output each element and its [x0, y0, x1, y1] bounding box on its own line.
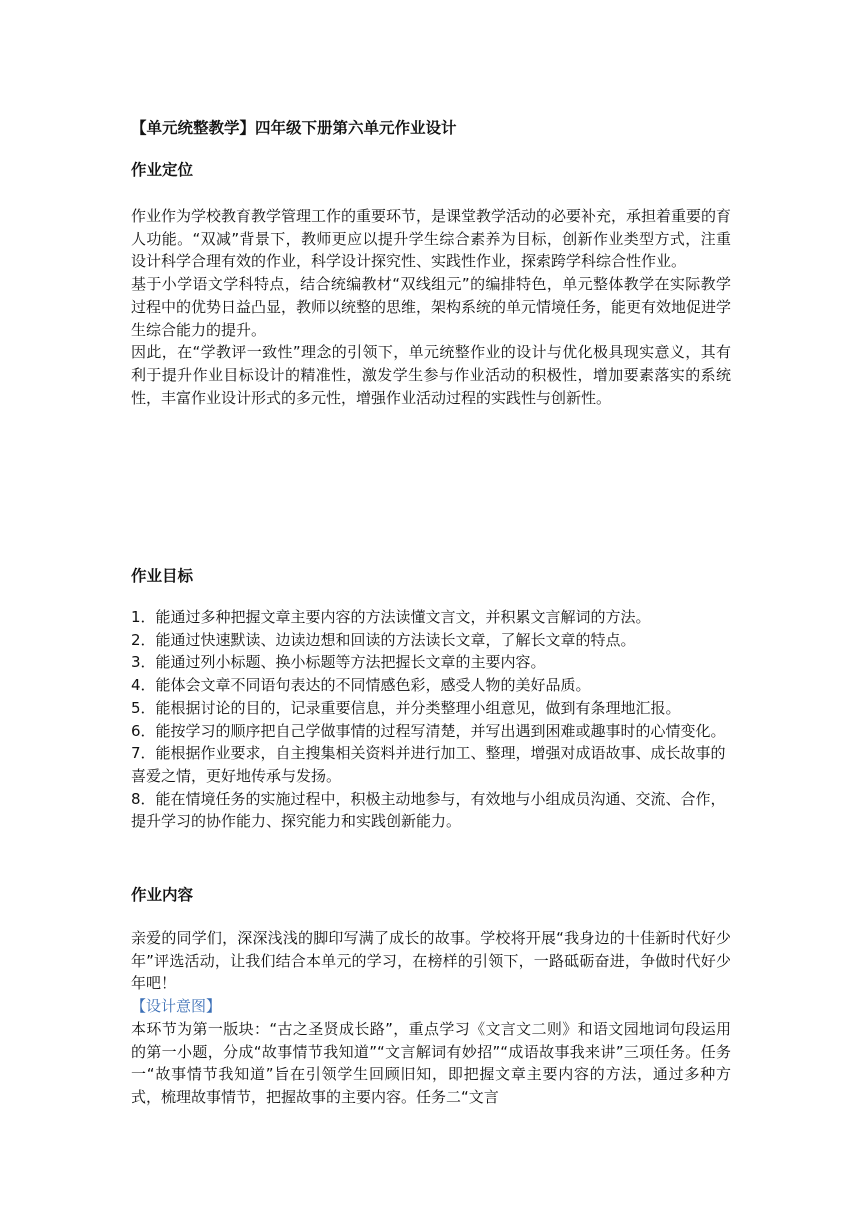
paragraph: 作业作为学校教育教学管理工作的重要环节，是课堂教学活动的必要补充，承担着重要的育人功能。“双减”背景下，教师更应以提升学生综合素养为目标，创新作业类型方式，注重设计科学合理有效的作业，科学设计探究性、实践性作业，探索跨学科综合性作业。: [131, 207, 732, 271]
list-item: 6．能按学习的顺序把自己学做事情的过程写清楚，并写出遇到困难或趣事时的心情变化。: [131, 721, 726, 740]
list-item: 3．能通过列小标题、换小标题等方法把握长文章的主要内容。: [131, 653, 546, 672]
document-title: 【单元统整教学】四年级下册第六单元作业设计: [131, 119, 457, 137]
list-item: 1．能通过多种把握文章主要内容的方法读懂文言文，并积累文言解词的方法。: [131, 608, 651, 626]
paragraph: 因此，在“学教评一致性”理念的引领下，单元统整作业的设计与优化极具现实意义，其有利于提升作业目标设计的精准性，激发学生参与作业活动的积极性，增加要素落实的系统性，丰富作业设计形式的多元性，增强作业活动过程的实践性与创新性。: [131, 343, 731, 407]
paragraph: 亲爱的同学们，深深浅浅的脚印写满了成长的故事。学校将开展“我身边的十佳新时代好少年”评选活动，让我们结合本单元的学习，在榜样的引领下，一路砥砺奋进，争做时代好少年吧！: [131, 929, 731, 993]
section-heading-content: 作业内容: [131, 886, 194, 904]
section-heading-goals: 作业目标: [131, 567, 194, 585]
section-body-positioning: [131, 205, 731, 409]
design-intent-label: 【设计意图】: [131, 997, 222, 1016]
goals-list: [131, 606, 731, 833]
paragraph: 本环节为第一版块：“古之圣贤成长路”，重点学习《文言文二则》和语文园地词句段运用的第一小题，分成“故事情节我知道”“文言解词有妙招”“成语故事我来讲”三项任务。任务一“故事情节我知道”旨在引领学生回顾旧知，即把握文章主要内容的方法，通过多种方式，梳理故事情节，把握故事的主要内容。任务二“文言: [131, 1019, 731, 1106]
list-item: 7．能根据作业要求，自主搜集相关资料并进行加工、整理，增强对成语故事、成长故事的喜爱之情，更好地传承与发扬。: [131, 744, 726, 785]
list-item: 2．能通过快速默读、边读边想和回读的方法读长文章，了解长文章的特点。: [131, 630, 636, 649]
list-item: 8．能在情境任务的实施过程中，积极主动地参与，有效地与小组成员沟通、交流、合作，提升学习的协作能力、探究能力和实践创新能力。: [131, 789, 726, 831]
paragraph: 基于小学语文学科特点，结合统编教材“双线组元”的编排特色，单元整体教学在实际教学过程中的优势日益凸显，教师以统整的思维，架构系统的单元情境任务，能更有效地促进学生综合能力的提升。: [131, 275, 732, 339]
list-item: 4．能体会文章不同语句表达的不同情感色彩，感受人物的美好品质。: [131, 676, 591, 695]
list-item: 5．能根据讨论的目的，记录重要信息，并分类整理小组意见，做到有条理地汇报。: [131, 698, 681, 717]
section-body-content: [131, 927, 731, 1109]
section-heading-positioning: 作业定位: [131, 161, 194, 179]
